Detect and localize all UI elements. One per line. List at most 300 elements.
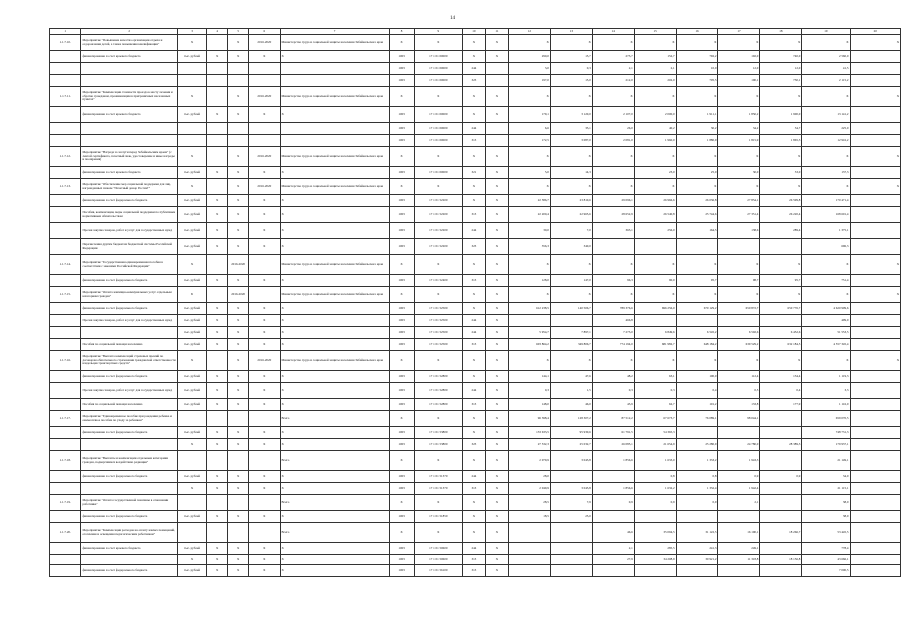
table-cell: 1003 [389, 239, 414, 255]
table-cell: X [207, 555, 228, 565]
table-cell: 34 208,9 [634, 555, 676, 565]
table-cell: X [228, 483, 249, 495]
table-cell: X [280, 107, 389, 123]
table-cell [850, 427, 901, 439]
table-cell: X [228, 383, 249, 399]
table-cell: Б [177, 287, 206, 303]
table-cell [228, 495, 249, 511]
table-row [50, 179, 901, 195]
table-cell: X [228, 107, 249, 123]
table-cell: X [634, 255, 676, 275]
table-cell: финансирование за счет федерального бюджета [81, 565, 177, 577]
table-cell [760, 427, 802, 439]
table-cell: 356,3 [508, 239, 550, 255]
table-cell: 26,0 [592, 123, 634, 135]
table-cell [760, 483, 802, 495]
table-cell: X [485, 471, 508, 483]
table-cell: Всего [280, 523, 389, 543]
table-cell: 46,0 [550, 399, 592, 411]
table-cell: X [462, 87, 485, 107]
table-cell: X [249, 275, 280, 287]
table-row [50, 371, 901, 383]
table-cell: X [249, 555, 280, 565]
table-cell: 1.1.7.17. [50, 411, 81, 427]
table-cell: X [249, 239, 280, 255]
table-cell: X [634, 35, 676, 51]
table-cell: 340,0 [550, 239, 592, 255]
table-cell [177, 495, 206, 511]
table-cell: 313 [462, 555, 485, 565]
table-cell: X [485, 555, 508, 565]
table-cell: X [228, 427, 249, 439]
column-number: 12 [508, 29, 550, 35]
table-cell: 363,1 [592, 223, 634, 239]
table-cell [485, 75, 508, 87]
table-cell [485, 135, 508, 147]
table-cell: 313 [462, 339, 485, 351]
table-cell: X [207, 195, 228, 207]
table-cell: X [485, 451, 508, 471]
table-cell: X [249, 483, 280, 495]
table-cell: 28,5 [508, 495, 550, 511]
table-cell: 774 194,0 [592, 339, 634, 351]
table-cell: 650 872,7 [718, 303, 760, 315]
table-cell: 1003 [389, 471, 414, 483]
table-cell: X [462, 427, 485, 439]
table-cell: 17 1 01 00000 [414, 167, 462, 179]
table-cell [718, 427, 760, 439]
table-cell: X [389, 87, 414, 107]
table-cell: Мероприятие "Компенсация расходов на оплату жилых помещений, отопления и освещения педагогическим работникам" [81, 523, 177, 543]
table-cell: Министерство труда и социальной защиты населения Забайкальского края [280, 255, 389, 275]
table-cell: 41,5 [802, 63, 850, 75]
table-cell [81, 123, 177, 135]
table-cell: X [228, 565, 249, 577]
table-cell [249, 75, 280, 87]
table-cell: X [485, 351, 508, 371]
table-cell: 1.1.7.19. [50, 495, 81, 511]
table-cell: 22 965,6 [550, 207, 592, 223]
table-cell: 0,9 [676, 495, 718, 511]
table-cell [207, 63, 228, 75]
table-cell: 26 085,1 [592, 439, 634, 451]
table-cell: 87 512,2 [592, 411, 634, 427]
table-cell: 98 044,1 [718, 411, 760, 427]
table-cell: X [850, 287, 901, 303]
table-cell: Мероприятие "Награда за заслуги перед Забайкальским краем" (с лентой сертификата, почетный знак, удостоверение и иные награды и поощрения) [81, 147, 177, 167]
table-cell: X [508, 351, 550, 371]
table-cell: X [389, 287, 414, 303]
table-cell: 7,0 [550, 223, 592, 239]
table-row [50, 399, 901, 411]
table-cell [50, 555, 81, 565]
table-cell: 152,7 [634, 51, 676, 63]
table-cell: X [249, 439, 280, 451]
table-row [50, 135, 901, 147]
table-cell: X [207, 427, 228, 439]
table-cell: 18 266,7 [760, 523, 802, 543]
column-number: 10 [462, 29, 485, 35]
table-cell [50, 471, 81, 483]
table-cell: 1003 [389, 555, 414, 565]
table-cell: 2 049,9 [508, 483, 550, 495]
table-cell: 138,6 [718, 223, 760, 239]
table-cell [50, 315, 81, 327]
table-cell [508, 315, 550, 327]
table-cell: X [802, 179, 850, 195]
table-cell: X [462, 35, 485, 51]
column-number: 2 [81, 29, 177, 35]
table-cell: 179,1 [508, 107, 550, 123]
table-cell: 0,8 [634, 471, 676, 483]
table-cell: 4 620 909,6 [802, 303, 850, 315]
table-cell: 1003 [389, 427, 414, 439]
table-cell: тыс. рублей [177, 565, 206, 577]
table-cell: 1 632,2 [634, 483, 676, 495]
table-cell: 1 880,9 [676, 135, 718, 147]
table-cell: 29 096,1 [592, 195, 634, 207]
table-cell: X [676, 255, 718, 275]
table-cell: 1003 [389, 63, 414, 75]
table-row [50, 315, 901, 327]
table-cell [850, 471, 901, 483]
table-cell: X [550, 351, 592, 371]
table-cell [81, 327, 177, 339]
column-number: 15 [634, 29, 676, 35]
table-cell: X [485, 495, 508, 511]
table-cell: X [634, 87, 676, 107]
table-cell: 0,9 [634, 495, 676, 511]
table-cell: X [414, 411, 462, 427]
table-cell: финансирование за счет федерального бюджета [81, 195, 177, 207]
table-cell: X [760, 287, 802, 303]
table-cell: X [177, 555, 206, 565]
table-cell [50, 207, 81, 223]
table-cell: 21 149,1 [802, 451, 850, 471]
table-cell: X [850, 35, 901, 51]
table-cell: X [280, 483, 389, 495]
table-cell: 14,3 [550, 167, 592, 179]
table-cell [508, 543, 550, 555]
table-cell [508, 555, 550, 565]
table-cell: 1 943,3 [718, 451, 760, 471]
table-cell: 43 666,1 [802, 555, 850, 565]
table-cell [485, 123, 508, 135]
table-row [50, 167, 901, 179]
table-cell: X [414, 287, 462, 303]
table-cell: X [485, 51, 508, 63]
table-cell: X [676, 87, 718, 107]
table-cell: 170 471,4 [802, 195, 850, 207]
table-cell [850, 123, 901, 135]
table-cell: 1003 [389, 123, 414, 135]
table-cell [249, 135, 280, 147]
table-cell [249, 287, 280, 303]
table-cell: Мероприятие "Выплата компенсаций страховых премий по договорам обязательного страхования гражданской ответственности владельцев транспортных средств" [81, 351, 177, 371]
table-row [50, 51, 901, 63]
table-cell [280, 135, 389, 147]
table-cell: тыс. рублей [177, 399, 206, 411]
table-cell: 2016-2020 [249, 87, 280, 107]
table-cell [760, 451, 802, 471]
table-cell [177, 135, 206, 147]
column-number: 8 [389, 29, 414, 35]
table-cell: 25 280,9 [676, 439, 718, 451]
table-cell [207, 147, 228, 167]
table-cell: финансирование за счет краевого бюджета [81, 543, 177, 555]
table-cell: X [485, 147, 508, 167]
table-cell: 1.1.7.11. [50, 87, 81, 107]
table-cell: X [485, 327, 508, 339]
table-cell: Всего [280, 451, 389, 471]
table-cell: 1003 [389, 275, 414, 287]
table-cell: 321 [462, 167, 485, 179]
table-cell: 1.1.7.13. [50, 179, 81, 195]
table-row [50, 471, 901, 483]
table-cell: 705,5 [676, 75, 718, 87]
table-cell: X [207, 167, 228, 179]
table-cell [249, 495, 280, 511]
table-cell: 313 [462, 275, 485, 287]
table-cell: X [414, 179, 462, 195]
table-cell: 499,0 [802, 315, 850, 327]
table-cell: X [228, 327, 249, 339]
table-cell: 26 599,8 [760, 195, 802, 207]
table-row [50, 495, 901, 511]
table-cell: 197,0 [508, 75, 550, 87]
table-cell: X [249, 565, 280, 577]
table-cell: X [760, 351, 802, 371]
table-cell: X [718, 287, 760, 303]
table-cell [50, 275, 81, 287]
table-cell: X [228, 371, 249, 383]
table-cell: X [508, 287, 550, 303]
table-cell: 2016-2020 [249, 351, 280, 371]
table-cell [50, 63, 81, 75]
table-cell: 1 865,3 [760, 135, 802, 147]
table-cell: 1 942,4 [718, 483, 760, 495]
table-cell: 51 553,5 [802, 327, 850, 339]
table-cell: X [249, 315, 280, 327]
table-cell: 323 [462, 75, 485, 87]
table-cell: X [485, 511, 508, 523]
table-cell [249, 411, 280, 427]
column-number: 9 [414, 29, 462, 35]
table-cell: X [177, 35, 206, 51]
table-cell: 25,0 [550, 511, 592, 523]
table-cell: 1003 [389, 75, 414, 87]
table-cell [634, 511, 676, 523]
table-cell: 650 776,7 [760, 303, 802, 315]
table-cell: 6 452,6 [760, 327, 802, 339]
column-number: 20 [850, 29, 901, 35]
table-cell: 17 1 01 00000 [414, 107, 462, 123]
table-cell: 2,1 [592, 543, 634, 555]
table-cell: финансирование за счет федерального бюджета [81, 427, 177, 439]
table-cell: X [389, 523, 414, 543]
table-cell: финансирование за счет краевого бюджета [81, 51, 177, 63]
table-cell: X [177, 147, 206, 167]
table-cell: X [485, 255, 508, 275]
table-cell [850, 167, 901, 179]
table-cell: X [550, 87, 592, 107]
table-cell: 1003 [389, 315, 414, 327]
table-cell: X [760, 255, 802, 275]
table-cell: 313 [462, 483, 485, 495]
table-cell: X [249, 107, 280, 123]
table-cell: X [485, 275, 508, 287]
table-cell: тыс. рублей [177, 327, 206, 339]
table-cell: 0,5 [718, 383, 760, 399]
table-cell: 133,8 [718, 399, 760, 411]
table-cell: 4 557 345,4 [802, 339, 850, 351]
table-cell [207, 287, 228, 303]
table-cell: X [462, 511, 485, 523]
table-cell: X [485, 439, 508, 451]
table-row [50, 439, 901, 451]
table-cell: 34,0 [802, 471, 850, 483]
table-cell: X [485, 303, 508, 315]
table-cell: X [802, 351, 850, 371]
table-cell [280, 63, 389, 75]
table-cell: X [850, 87, 901, 107]
table-cell: X [462, 523, 485, 543]
table-cell: Мероприятие "Выплаты и компенсации отдельным категориям граждан, подвергшимся воздействию радиации" [81, 451, 177, 471]
table-cell: тыс. рублей [177, 195, 206, 207]
table-cell: X [634, 351, 676, 371]
table-cell: X [207, 51, 228, 63]
table-cell: 17 1 01 52500 [414, 339, 462, 351]
table-cell: 244 [462, 223, 485, 239]
table-cell: 670 129,2 [676, 303, 718, 315]
table-cell [760, 565, 802, 577]
table-cell: 7,9 [550, 495, 592, 511]
table-cell: Всего [280, 495, 389, 511]
table-cell: 2 079,9 [508, 451, 550, 471]
table-cell: X [389, 179, 414, 195]
table-cell: X [462, 255, 485, 275]
table-cell [228, 523, 249, 543]
table-cell: 17 1 01 52500 [414, 315, 462, 327]
table-cell: X [389, 351, 414, 371]
table-cell: 0,9 [718, 471, 760, 483]
table-cell [550, 565, 592, 577]
table-cell: X [634, 287, 676, 303]
table-cell: X [249, 543, 280, 555]
column-number: 13 [550, 29, 592, 35]
table-cell: 2 000,0 [634, 107, 676, 123]
table-cell [81, 439, 177, 451]
table-cell: 12,0 [718, 63, 760, 75]
table-cell: 7 000,5 [802, 565, 850, 577]
table-cell [249, 451, 280, 471]
table-cell: X [280, 195, 389, 207]
table-cell: X [634, 147, 676, 167]
table-cell: 17 1 01 52800 [414, 399, 462, 411]
table-cell [850, 315, 901, 327]
table-cell: X [280, 427, 389, 439]
table-cell [50, 167, 81, 179]
table-cell: 2 107,0 [592, 107, 634, 123]
table-cell: 24 780,0 [718, 439, 760, 451]
table-cell: 179 937,1 [802, 439, 850, 451]
table-cell: Мероприятие "Компенсация стоимости проезда к месту лечения и обратно гражданам, проживающим в приграничных населенных пунктах" [81, 87, 177, 107]
table-cell [50, 223, 81, 239]
table-cell [760, 239, 802, 255]
table-cell: 17 1 01 52400 [414, 275, 462, 287]
table-cell: 33,1 [550, 123, 592, 135]
column-number: 19 [802, 29, 850, 35]
table-cell: тыс. рублей [177, 543, 206, 555]
table-cell: X [207, 371, 228, 383]
table-cell: 46,6 [592, 523, 634, 543]
table-cell: X [280, 327, 389, 339]
table-cell: X [676, 35, 718, 51]
table-row [50, 483, 901, 495]
table-cell: Пособия по социальной помощи населению [81, 399, 177, 411]
table-cell: 17 1 01 00000 [414, 135, 462, 147]
table-cell: 1003 [389, 399, 414, 411]
table-cell: X [462, 51, 485, 63]
table-cell: 17 1 01 00000 [414, 63, 462, 75]
table-cell: 22 200,4 [508, 207, 550, 223]
table-cell: X [207, 223, 228, 239]
table-cell: X [280, 275, 389, 287]
table-cell [50, 371, 81, 383]
table-cell: 778,4 [802, 543, 850, 555]
table-cell [50, 483, 81, 495]
table-cell: 6 849,6 [634, 327, 676, 339]
table-cell: 67 673,7 [634, 411, 676, 427]
table-cell: X [718, 351, 760, 371]
table-cell: 17 1 01 52200 [414, 207, 462, 223]
table-cell: 1 911,1 [676, 107, 718, 123]
table-cell [50, 427, 81, 439]
table-row [50, 75, 901, 87]
table-cell [850, 511, 901, 523]
table-cell: X [249, 303, 280, 315]
table-cell [718, 315, 760, 327]
table-cell: X [592, 255, 634, 275]
table-cell [550, 523, 592, 543]
table-cell: 225,0 [802, 123, 850, 135]
table-cell: X [207, 543, 228, 555]
table-cell: X [802, 35, 850, 51]
table-cell: X [550, 179, 592, 195]
table-cell: X [760, 179, 802, 195]
table-cell: 0,8 [676, 471, 718, 483]
table-cell: Министерство труда и социальной защиты населения Забайкальского края [280, 35, 389, 51]
table-cell: X [485, 315, 508, 327]
table-cell: Мероприятие "Повышение качества организации отдыха и оздоровления детей, а также повышения квалификации" [81, 35, 177, 51]
table-cell: 17 1 01 50600 [414, 555, 462, 565]
table-cell: тыс. рублей [177, 427, 206, 439]
table-cell: X [718, 179, 760, 195]
table-cell: X [462, 303, 485, 315]
table-cell: тыс. рублей [177, 471, 206, 483]
table-cell: 313 [462, 399, 485, 411]
table-cell: X [462, 495, 485, 511]
table-cell: X [414, 35, 462, 51]
table-cell: 244 [462, 471, 485, 483]
table-cell: X [207, 207, 228, 223]
table-cell: 62,7 [634, 399, 676, 411]
table-cell: 1003 [389, 303, 414, 315]
table-cell [50, 327, 81, 339]
table-cell: 17 1 01 00000 [414, 51, 462, 63]
table-cell: X [207, 315, 228, 327]
table-cell: X [207, 565, 228, 577]
